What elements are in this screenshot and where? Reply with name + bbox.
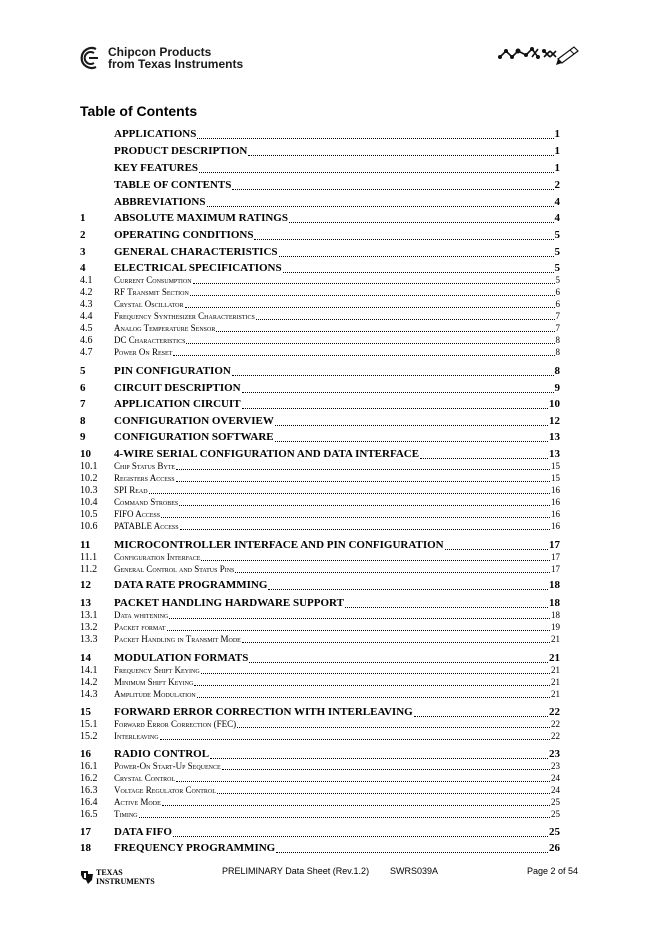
toc-entry[interactable] xyxy=(80,194,560,210)
toc-entry-page: 21 xyxy=(549,652,560,664)
toc-entry-title: Voltage Regulator Control xyxy=(114,785,216,795)
toc-entry-title: MICROCONTROLLER INTERFACE AND PIN CONFIGURATION xyxy=(114,539,444,551)
toc-dot-leader xyxy=(232,189,553,190)
toc-entry-page: 16 xyxy=(551,497,560,507)
toc-entry-title: FREQUENCY PROGRAMMING xyxy=(114,842,276,854)
toc-dot-leader xyxy=(237,727,550,728)
toc-entry-page: 26 xyxy=(549,842,560,854)
toc-entry-page: 12 xyxy=(549,415,560,427)
toc-entry-page: 7 xyxy=(555,323,560,333)
toc-dot-leader xyxy=(169,618,550,619)
toc-entry-page: 4 xyxy=(554,212,560,224)
toc-entry-title: Chip Status Byte xyxy=(114,461,176,471)
toc-entry-title: Minimum Shift Keying xyxy=(114,677,194,687)
toc-entry-number: 14.2 xyxy=(80,677,98,688)
brand-line2: from Texas Instruments xyxy=(108,57,244,71)
toc-dot-leader xyxy=(197,697,550,698)
toc-entry-title: APPLICATION CIRCUIT xyxy=(114,398,241,410)
toc-entry-page: 16 xyxy=(551,485,560,495)
toc-entry-number: 6 xyxy=(80,382,86,394)
toc-dot-leader xyxy=(254,239,553,240)
toc-dot-leader xyxy=(185,307,555,308)
toc-dot-leader xyxy=(414,716,548,717)
toc-entry-number: 14.3 xyxy=(80,689,98,700)
toc-dot-leader xyxy=(210,758,548,759)
toc-dot-leader xyxy=(201,560,550,561)
toc-dot-leader xyxy=(276,852,548,853)
toc-dot-leader xyxy=(201,673,550,674)
toc-entry[interactable] xyxy=(80,143,560,159)
toc-dot-leader xyxy=(161,517,550,518)
toc-dot-leader xyxy=(222,769,550,770)
toc-entry-page: 1 xyxy=(554,128,560,140)
toc-dot-leader xyxy=(190,295,555,296)
toc-entry-number: 16.1 xyxy=(80,761,98,772)
toc-entry-page: 21 xyxy=(551,665,560,675)
toc-entry-page: 22 xyxy=(551,719,560,729)
toc-dot-leader xyxy=(160,739,550,740)
toc-entry-number: 10.2 xyxy=(80,473,98,484)
toc-entry-title: Active Mode xyxy=(114,797,161,807)
toc-entry-title: Configuration Interface xyxy=(114,552,201,562)
toc-entry-page: 24 xyxy=(551,785,560,795)
toc-entry-title: General Control and Status Pins xyxy=(114,564,235,574)
toc-entry-number: 15.2 xyxy=(80,731,98,742)
toc-entry-title: SPI Read xyxy=(114,485,148,495)
toc-entry-title: TABLE OF CONTENTS xyxy=(114,179,232,191)
ti-line1: TEXAS xyxy=(96,868,123,877)
toc-entry-title: Frequency Shift Keying xyxy=(114,665,200,675)
toc-entry-title: APPLICATIONS xyxy=(114,128,197,140)
toc-entry-page: 5 xyxy=(554,246,560,258)
toc-entry[interactable] xyxy=(80,808,560,821)
toc-entry-title: PRODUCT DESCRIPTION xyxy=(114,145,248,157)
toc-entry-title: ELECTRICAL SPECIFICATIONS xyxy=(114,262,282,274)
toc-dot-leader xyxy=(445,549,548,550)
toc-entry-page: 21 xyxy=(551,689,560,699)
toc-entry[interactable] xyxy=(80,824,560,840)
toc-dot-leader xyxy=(176,469,550,470)
toc-entry-title: Analog Temperature Sensor xyxy=(114,323,216,333)
toc-entry-page: 21 xyxy=(551,634,560,644)
toc-dot-leader xyxy=(249,662,548,663)
toc-dot-leader xyxy=(235,572,550,573)
toc-entry-title: Packet Handling in Transmit Mode xyxy=(114,634,241,644)
toc-entry[interactable] xyxy=(80,160,560,176)
toc-entry[interactable] xyxy=(80,520,560,533)
toc-entry[interactable] xyxy=(80,577,560,593)
toc-dot-leader xyxy=(279,256,554,257)
toc-entry-number: 1 xyxy=(80,212,86,224)
toc-entry-number: 4.3 xyxy=(80,299,93,310)
toc-entry-page: 17 xyxy=(551,552,560,562)
toc-entry-number: 10.3 xyxy=(80,485,98,496)
toc-entry[interactable] xyxy=(80,227,560,243)
toc-dot-leader xyxy=(289,222,554,223)
toc-entry-title: Crystal Control xyxy=(114,773,176,783)
toc-dot-leader xyxy=(186,343,554,344)
toc-entry-title: CONFIGURATION SOFTWARE xyxy=(114,431,274,443)
toc-entry-title: DC Characteristics xyxy=(114,335,186,345)
toc-entry-number: 10.6 xyxy=(80,521,98,532)
toc-entry-page: 5 xyxy=(555,275,560,285)
toc-entry-page: 18 xyxy=(549,597,560,609)
toc-entry-title: Forward Error Correction (FEC) xyxy=(114,719,237,729)
toc-dot-leader xyxy=(268,589,548,590)
ti-logo xyxy=(80,868,155,886)
toc-entry-number: 3 xyxy=(80,246,86,258)
toc-entry-number: 4 xyxy=(80,262,86,274)
toc-entry-number: 4.1 xyxy=(80,275,93,286)
toc-entry-page: 19 xyxy=(551,622,560,632)
toc-heading: Table of Contents xyxy=(80,103,198,119)
toc-entry-page: 15 xyxy=(551,461,560,471)
toc-entry-number: 8 xyxy=(80,415,86,427)
toc-dot-leader xyxy=(242,408,548,409)
toc-entry-page: 21 xyxy=(551,677,560,687)
toc-dot-leader xyxy=(194,685,550,686)
ti-logo-icon xyxy=(80,869,94,885)
toc-entry-title: Data whitening xyxy=(114,610,169,620)
toc-entry-page: 16 xyxy=(551,521,560,531)
toc-entry-number: 14 xyxy=(80,652,91,664)
toc-entry-page: 5 xyxy=(554,229,560,241)
toc-entry-page: 23 xyxy=(551,761,560,771)
toc-entry-page: 6 xyxy=(555,299,560,309)
toc-entry-page: 8 xyxy=(554,365,560,377)
toc-entry-page: 24 xyxy=(551,773,560,783)
toc-dot-leader xyxy=(283,272,554,273)
toc-entry-title: RADIO CONTROL xyxy=(114,748,210,760)
toc-entry-title: Command Strobes xyxy=(114,497,179,507)
toc-entry-page: 18 xyxy=(551,610,560,620)
toc-entry-page: 22 xyxy=(551,731,560,741)
toc-entry-title: CONFIGURATION OVERVIEW xyxy=(114,415,274,427)
toc-entry-number: 9 xyxy=(80,431,86,443)
toc-entry-number: 4.7 xyxy=(80,347,93,358)
toc-entry-title: KEY FEATURES xyxy=(114,162,199,174)
toc-entry-number: 10.1 xyxy=(80,461,98,472)
toc-dot-leader xyxy=(149,493,550,494)
toc-entry-title: FORWARD ERROR CORRECTION WITH INTERLEAVING xyxy=(114,706,413,718)
toc-dot-leader xyxy=(173,355,554,356)
toc-entry-title: Crystal Oscillator xyxy=(114,299,184,309)
toc-entry-number: 16 xyxy=(80,748,91,760)
toc-entry[interactable] xyxy=(80,177,560,193)
toc-entry-title: Packet format xyxy=(114,622,166,632)
toc-dot-leader xyxy=(173,836,548,837)
toc-entry-page: 8 xyxy=(555,347,560,357)
toc-entry-title: Registers Access xyxy=(114,473,175,483)
toc-entry-page: 22 xyxy=(549,706,560,718)
toc-entry[interactable] xyxy=(80,346,560,359)
toc-entry-number: 15 xyxy=(80,706,91,718)
toc-dot-leader xyxy=(167,630,550,631)
toc-entry-title: Amplitude Modulation xyxy=(114,689,196,699)
toc-entry-title: RF Transmit Section xyxy=(114,287,189,297)
toc-dot-leader xyxy=(275,425,548,426)
toc-entry-page: 18 xyxy=(549,579,560,591)
toc-entry[interactable] xyxy=(80,380,560,396)
toc-entry-title: Frequency Synthesizer Characteristics xyxy=(114,311,255,321)
toc-entry[interactable] xyxy=(80,126,560,142)
toc-entry-page: 1 xyxy=(554,145,560,157)
toc-entry-number: 11 xyxy=(80,539,91,551)
toc-entry-number: 16.5 xyxy=(80,809,98,820)
toc-entry-title: DATA FIFO xyxy=(114,826,172,838)
toc-entry-page: 9 xyxy=(554,382,560,394)
toc-entry-number: 17 xyxy=(80,826,91,838)
toc-entry-page: 10 xyxy=(549,398,560,410)
toc-entry-page: 25 xyxy=(551,809,560,819)
toc-dot-leader xyxy=(256,319,555,320)
toc-dot-leader xyxy=(217,793,550,794)
toc-entry-title: DATA RATE PROGRAMMING xyxy=(114,579,268,591)
toc-entry-title: Power-On Start-Up Sequence xyxy=(114,761,221,771)
toc-dot-leader xyxy=(216,331,554,332)
toc-dot-leader xyxy=(176,781,550,782)
toc-entry-number: 4.6 xyxy=(80,335,93,346)
toc-entry-title: 4-WIRE SERIAL CONFIGURATION AND DATA INTERFACE xyxy=(114,448,420,460)
toc-dot-leader xyxy=(275,441,548,442)
toc-entry[interactable] xyxy=(80,396,560,412)
toc-entry-number: 13.3 xyxy=(80,634,98,645)
toc-entry[interactable] xyxy=(80,413,560,429)
toc-entry-title: PIN CONFIGURATION xyxy=(114,365,231,377)
toc-entry-page: 15 xyxy=(551,473,560,483)
toc-dot-leader xyxy=(345,607,548,608)
toc-entry[interactable] xyxy=(80,840,560,856)
toc-entry-title: Current Consumption xyxy=(114,275,192,285)
toc-dot-leader xyxy=(180,529,550,530)
toc-entry-number: 12 xyxy=(80,579,91,591)
toc-entry-title: CIRCUIT DESCRIPTION xyxy=(114,382,241,394)
toc-entry-page: 1 xyxy=(554,162,560,174)
toc-entry-title: FIFO Access xyxy=(114,509,161,519)
toc-entry-number: 10.5 xyxy=(80,509,98,520)
toc-entry-number: 16.3 xyxy=(80,785,98,796)
toc-entry-number: 4.4 xyxy=(80,311,93,322)
toc-entry-page: 23 xyxy=(549,748,560,760)
toc-entry-page: 13 xyxy=(549,431,560,443)
toc-entry-page: 6 xyxy=(555,287,560,297)
toc-entry[interactable] xyxy=(80,244,560,260)
toc-entry-title: MODULATION FORMATS xyxy=(114,652,249,664)
toc-entry-page: 25 xyxy=(551,797,560,807)
toc-entry[interactable] xyxy=(80,730,560,743)
toc-entry[interactable] xyxy=(80,363,560,379)
toc-dot-leader xyxy=(420,458,548,459)
toc-entry-page: 5 xyxy=(554,262,560,274)
toc-entry-number: 11.1 xyxy=(80,552,98,563)
toc-entry-number: 16.2 xyxy=(80,773,98,784)
toc-entry-number: 13.2 xyxy=(80,622,98,633)
toc-entry-number: 13.1 xyxy=(80,610,98,621)
footer-page-label: Page 2 of 54 xyxy=(527,866,579,876)
toc-entry[interactable] xyxy=(80,210,560,226)
toc-entry-title: Interleaving xyxy=(114,731,159,741)
toc-entry-title: Power On Reset xyxy=(114,347,173,357)
toc-entry-page: 25 xyxy=(549,826,560,838)
chipcon-logo xyxy=(80,45,243,71)
toc-entry-number: 13 xyxy=(80,597,91,609)
toc-entry-page: 2 xyxy=(554,179,560,191)
pcb-pencil-graphic-icon xyxy=(496,43,580,67)
toc-entry-number: 15.1 xyxy=(80,719,98,730)
toc-dot-leader xyxy=(193,283,555,284)
toc-entry-title: PATABLE Access xyxy=(114,521,179,531)
toc-entry-title: GENERAL CHARACTERISTICS xyxy=(114,246,278,258)
toc-entry[interactable] xyxy=(80,429,560,445)
toc-entry-page: 16 xyxy=(551,509,560,519)
toc-entry-number: 18 xyxy=(80,842,91,854)
brand-line1: Chipcon Products xyxy=(108,45,212,59)
toc-entry-number: 14.1 xyxy=(80,665,98,676)
toc-entry-title: ABSOLUTE MAXIMUM RATINGS xyxy=(114,212,288,224)
ti-line2: INSTRUMENTS xyxy=(96,877,155,886)
toc-entry-page: 17 xyxy=(551,564,560,574)
toc-dot-leader xyxy=(162,805,550,806)
toc-dot-leader xyxy=(176,481,550,482)
toc-entry-number: 7 xyxy=(80,398,86,410)
toc-dot-leader xyxy=(232,375,554,376)
toc-entry-number: 2 xyxy=(80,229,86,241)
toc-entry-number: 10.4 xyxy=(80,497,98,508)
toc-dot-leader xyxy=(139,817,551,818)
toc-entry-page: 7 xyxy=(555,311,560,321)
toc-dot-leader xyxy=(179,505,550,506)
toc-dot-leader xyxy=(207,206,554,207)
toc-dot-leader xyxy=(199,172,553,173)
toc-entry-title: OPERATING CONDITIONS xyxy=(114,229,254,241)
toc-entry[interactable] xyxy=(80,633,560,646)
toc-entry-title: ABBREVIATIONS xyxy=(114,196,206,208)
toc-entry-title: Timing xyxy=(114,809,138,819)
toc-entry-page: 13 xyxy=(549,448,560,460)
toc-entry-page: 17 xyxy=(549,539,560,551)
toc-entry-number: 4.2 xyxy=(80,287,93,298)
toc-dot-leader xyxy=(242,642,550,643)
footer-doc-label: PRELIMINARY Data Sheet (Rev.1.2) xyxy=(222,866,370,876)
toc-entry-title: PACKET HANDLING HARDWARE SUPPORT xyxy=(114,597,344,609)
footer-doc-id: SWRS039A xyxy=(390,866,439,876)
toc-entry-page: 8 xyxy=(555,335,560,345)
toc-entry-number: 10 xyxy=(80,448,91,460)
toc-entry[interactable] xyxy=(80,563,560,576)
toc-entry-number: 4.5 xyxy=(80,323,93,334)
toc-entry[interactable] xyxy=(80,688,560,701)
toc-entry-page: 4 xyxy=(554,196,560,208)
toc-dot-leader xyxy=(242,392,554,393)
toc-entry-number: 11.2 xyxy=(80,564,98,575)
chipcon-logo-icon xyxy=(80,45,102,71)
toc-dot-leader xyxy=(248,155,553,156)
toc-entry-number: 5 xyxy=(80,365,86,377)
toc-entry-number: 16.4 xyxy=(80,797,98,808)
toc-dot-leader xyxy=(197,138,553,139)
